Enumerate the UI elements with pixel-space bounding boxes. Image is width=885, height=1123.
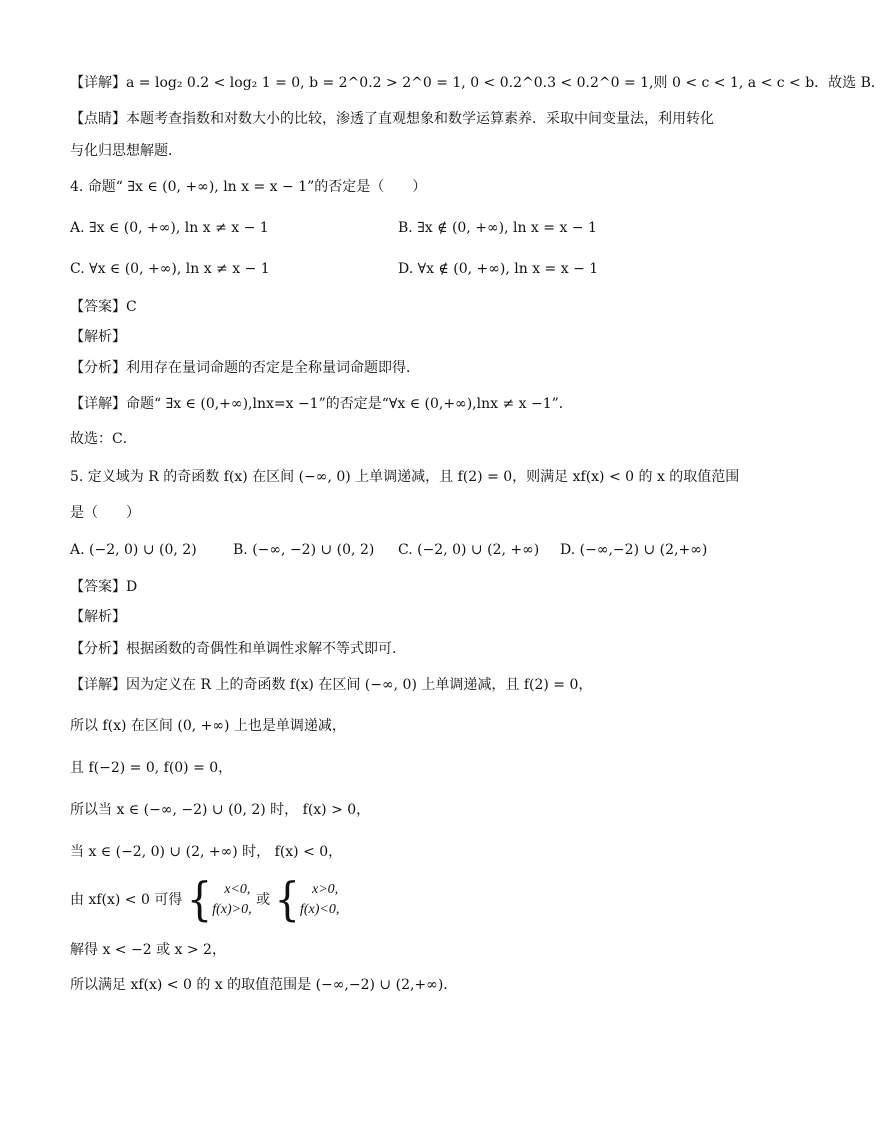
left-brace-2: {	[274, 873, 300, 927]
system-1-line-2: f(x)>0,	[212, 902, 252, 917]
comment-line-1: 【点睛】本题考查指数和对数大小的比较，渗透了直观想象和数学运算素养．采取中间变量法，利用转化	[70, 111, 714, 127]
q5-step-1: 所以 f(x) 在区间 (0, +∞) 上也是单调递减，	[70, 718, 346, 734]
left-brace-1: {	[186, 873, 213, 927]
system-1-line-1: x<0,	[224, 882, 251, 897]
q5-step-5-or: 或	[256, 892, 271, 908]
q4-answer: 【答案】C	[70, 299, 137, 315]
question-5: 5. 定义域为 R 的奇函数 f(x) 在区间 (−∞, 0) 上单调递减，且 f(2) = 0，则满足 xf(x) < 0 的 x 的取值范围	[70, 469, 740, 485]
q4-choice: 故选：C．	[70, 431, 137, 447]
q4-detail: 【详解】命题“ ∃x ∈ (0,+∞),lnx=x −1”的否定是“∀x ∈ (0,+∞),lnx ≠ x −1”．	[70, 396, 573, 412]
q5-answer: 【答案】D	[70, 579, 138, 595]
q5-option-c: C. (−2, 0) ∪ (2, +∞)	[398, 542, 540, 558]
q5-conclusion: 所以满足 xf(x) < 0 的 x 的取值范围是 (−∞,−2) ∪ (2,+∞)．	[70, 977, 458, 993]
system-1	[212, 880, 251, 920]
q5-step-5	[70, 873, 340, 927]
q4-option-a: A. ∃x ∈ (0, +∞), ln x ≠ x − 1	[70, 220, 269, 236]
system-2	[300, 880, 339, 920]
q4-solution-heading: 【解析】	[70, 329, 126, 345]
q5-option-a: A. (−2, 0) ∪ (0, 2)	[70, 542, 197, 558]
question-4: 4. 命题“ ∃x ∈ (0, +∞), ln x = x − 1”的否定是（ ）	[70, 179, 427, 195]
system-2-line-2: f(x)<0,	[299, 902, 340, 917]
q5-analysis: 【分析】根据函数的奇偶性和单调性求解不等式即可.	[70, 641, 397, 657]
q5-step-6: 解得 x < −2 或 x > 2，	[70, 942, 226, 958]
q5-solution-heading: 【解析】	[70, 609, 126, 625]
q4-option-d: D. ∀x ∉ (0, +∞), ln x = x − 1	[398, 261, 599, 277]
q5-step-2: 且 f(−2) = 0, f(0) = 0，	[70, 760, 233, 776]
system-2-line-1: x>0,	[311, 882, 339, 897]
q5-step-3: 所以当 x ∈ (−∞, −2) ∪ (0, 2) 时， f(x) > 0，	[70, 802, 371, 818]
q5-step-4: 当 x ∈ (−2, 0) ∪ (2, +∞) 时， f(x) < 0，	[70, 844, 343, 860]
q4-analysis: 【分析】利用存在量词命题的否定是全称量词命题即得．	[70, 360, 420, 376]
detail-line-q3: 【详解】a = log₂ 0.2 < log₂ 1 = 0, b = 2^0.2 > 2^0 = 1, 0 < 0.2^0.3 < 0.2^0 = 1,则 0 < c < 1, a < c < b．故选 B．	[70, 75, 885, 91]
q5-option-b: B. (−∞, −2) ∪ (0, 2)	[233, 542, 375, 558]
comment-line-2: 与化归思想解题．	[70, 143, 182, 159]
q5-detail: 【详解】因为定义在 R 上的奇函数 f(x) 在区间 (−∞, 0) 上单调递减，且 f(2) = 0，	[70, 677, 593, 693]
question-5-cont: 是（ ）	[70, 505, 140, 521]
q5-step-5-prefix: 由 xf(x) < 0 可得	[70, 892, 183, 908]
q4-option-b: B. ∃x ∉ (0, +∞), ln x = x − 1	[398, 220, 597, 236]
q5-option-d: D. (−∞,−2) ∪ (2,+∞)	[560, 542, 708, 558]
q4-option-c: C. ∀x ∈ (0, +∞), ln x ≠ x − 1	[70, 261, 270, 277]
